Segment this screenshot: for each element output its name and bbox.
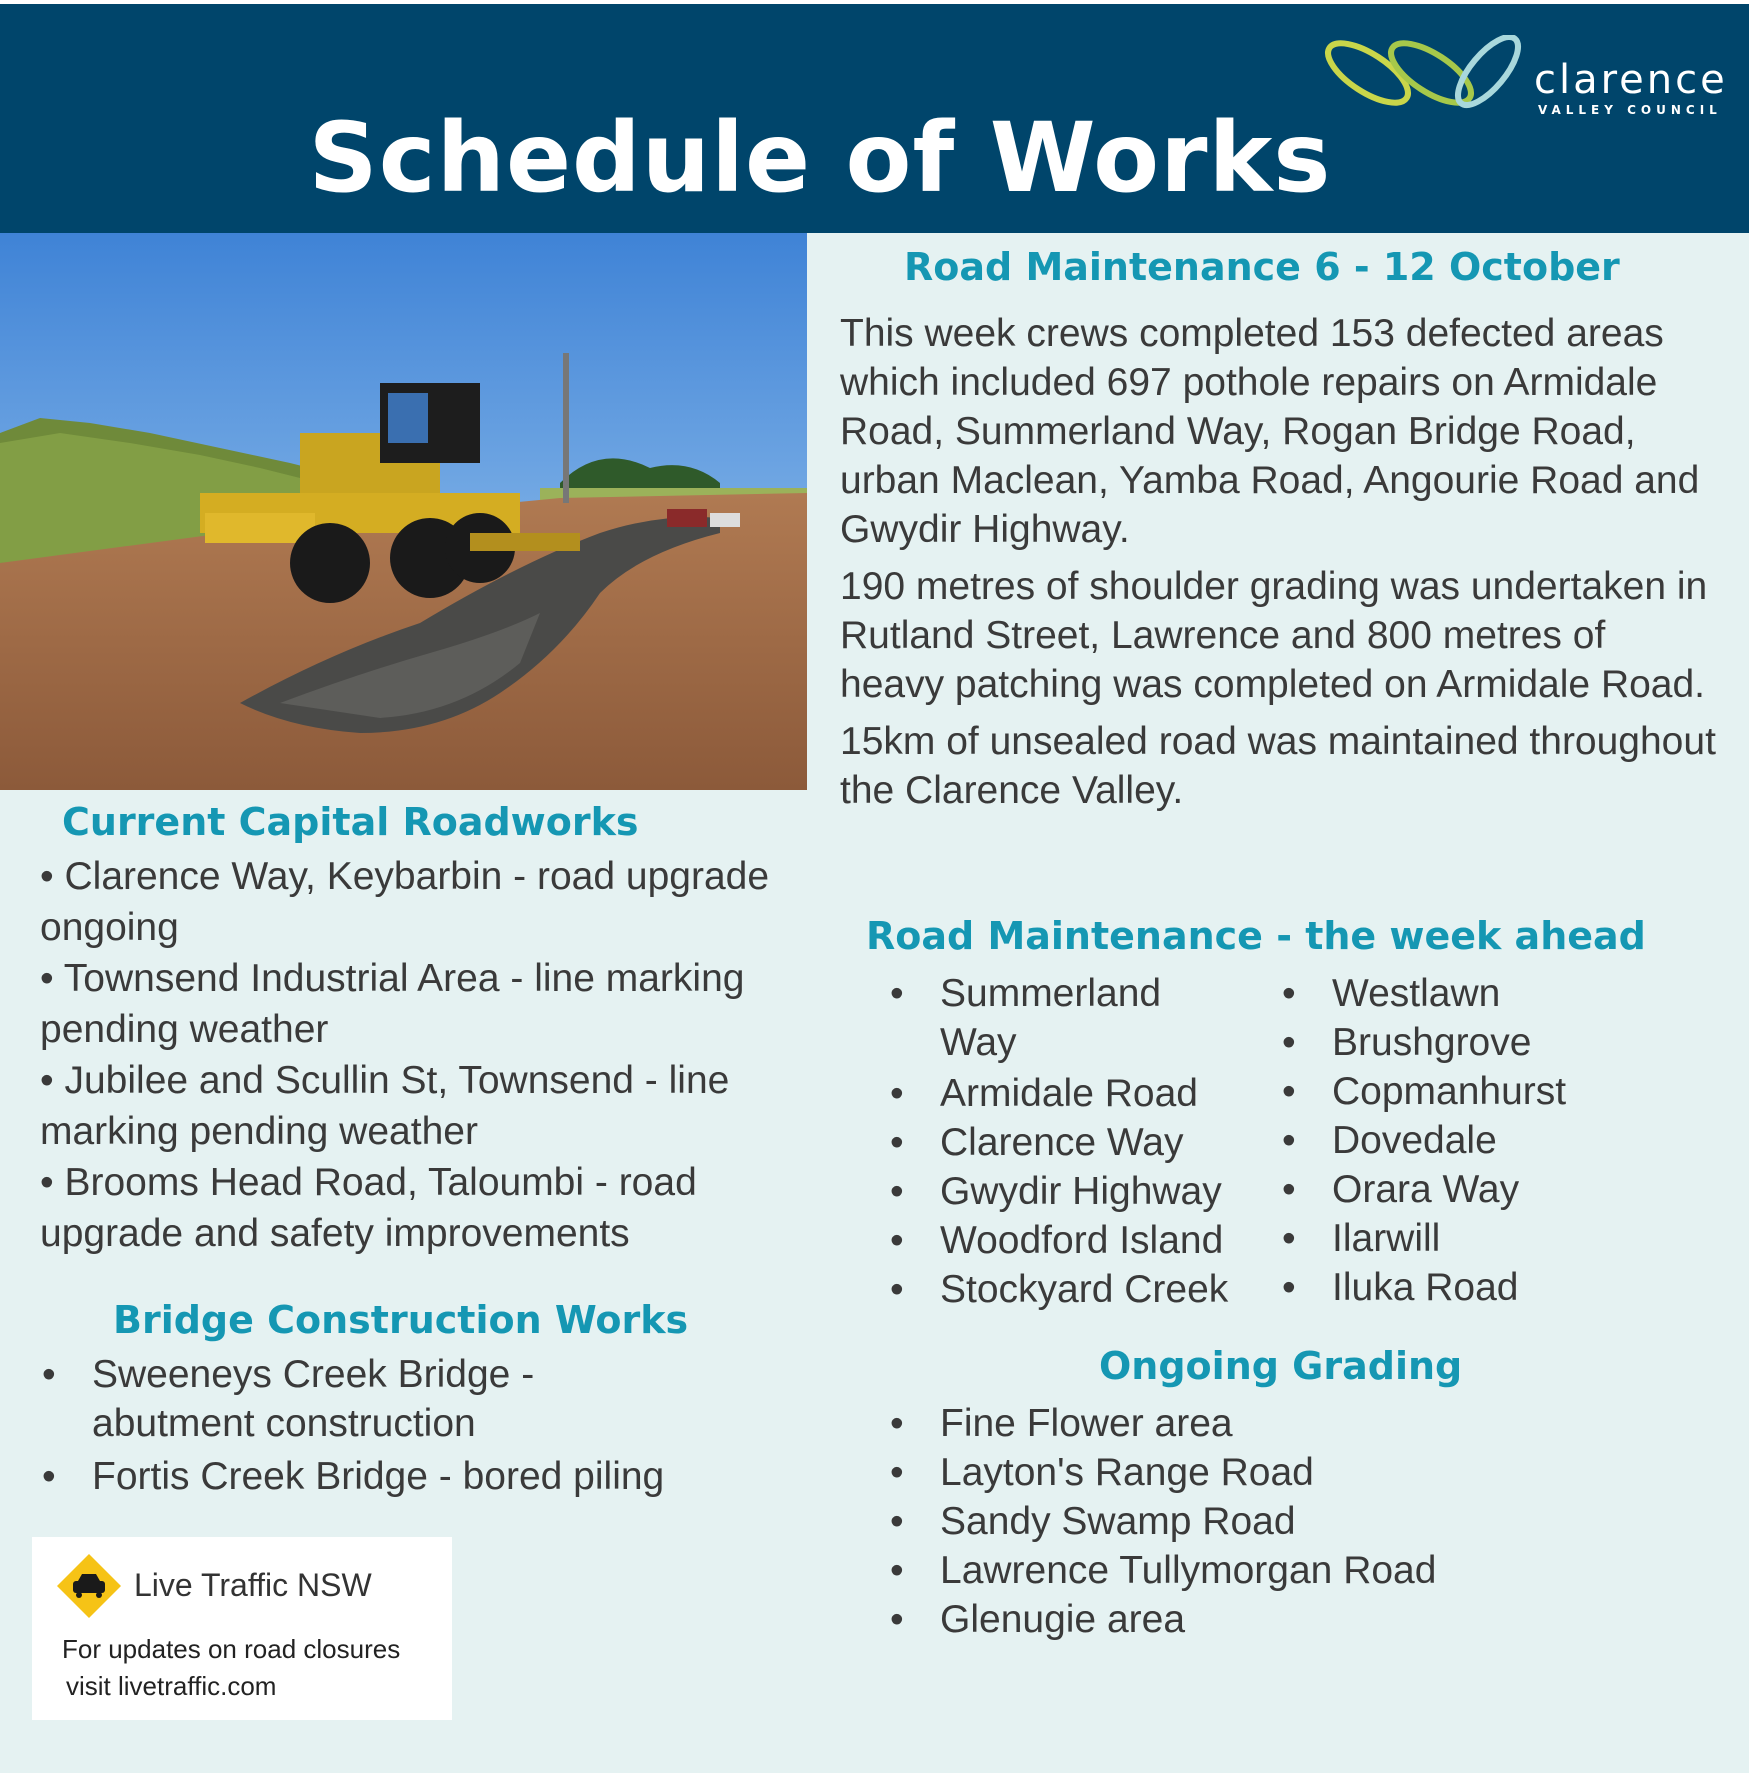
maintenance-text bbox=[840, 309, 1720, 829]
list-item: • Brooms Head Road, Taloumbi - road upgrade and safety improvements bbox=[40, 1161, 697, 1255]
bridge-heading: Bridge Construction Works bbox=[113, 1298, 689, 1342]
page-title: Schedule of Works bbox=[308, 102, 1332, 214]
paragraph: 15km of unsealed road was maintained throughout the Clarence Valley. bbox=[840, 720, 1716, 812]
grading-heading: Ongoing Grading bbox=[1099, 1344, 1463, 1388]
council-logo bbox=[1318, 35, 1738, 125]
week-ahead-col2 bbox=[1280, 969, 1680, 1312]
list-item: • Iluka Road bbox=[1280, 1263, 1680, 1312]
bridge-list bbox=[40, 1350, 700, 1501]
list-item: • Townsend Industrial Area - line marking pending weather bbox=[40, 957, 745, 1051]
maintenance-heading: Road Maintenance 6 - 12 October bbox=[904, 245, 1620, 289]
list-item: • Fine Flower area bbox=[888, 1399, 1688, 1448]
list-item: • Jubilee and Scullin St, Townsend - line marking pending weather bbox=[40, 1059, 730, 1153]
list-item: • Ilarwill bbox=[1280, 1214, 1680, 1263]
traffic-title: Live Traffic NSW bbox=[134, 1567, 372, 1603]
list-item: • Clarence Way, Keybarbin - road upgrade ongoing bbox=[40, 855, 770, 949]
list-item: • Sweeneys Creek Bridge - abutment construction bbox=[40, 1350, 700, 1448]
list-item: • Copmanhurst bbox=[1280, 1067, 1680, 1116]
traffic-text bbox=[62, 1631, 400, 1705]
list-item: • Woodford Island bbox=[888, 1216, 1268, 1265]
logo-rings-icon bbox=[1318, 35, 1533, 125]
list-item: • Lawrence Tullymorgan Road bbox=[888, 1546, 1688, 1595]
week-ahead-heading: Road Maintenance - the week ahead bbox=[866, 914, 1646, 958]
list-item: • Westlawn bbox=[1280, 969, 1680, 1018]
list-item: • Fortis Creek Bridge - bored piling bbox=[40, 1452, 700, 1501]
list-item: • Clarence Way bbox=[888, 1118, 1268, 1167]
logo-name: clarence bbox=[1534, 57, 1728, 103]
logo-subtitle: VALLEY COUNCIL bbox=[1538, 103, 1722, 117]
list-item: • Glenugie area bbox=[888, 1595, 1688, 1644]
list-item: • Orara Way bbox=[1280, 1165, 1680, 1214]
paragraph: This week crews completed 153 defected areas which included 697 pothole repairs on Armidale Road, Summerland Way, Rogan Bridge Road, urban Maclean, Yamba Road, Angourie Road and Gwydir Highway. bbox=[840, 312, 1700, 551]
traffic-sign-icon bbox=[54, 1551, 124, 1621]
capital-list bbox=[40, 851, 780, 1259]
list-item: • Armidale Road bbox=[888, 1069, 1268, 1118]
list-item: • Layton's Range Road bbox=[888, 1448, 1688, 1497]
list-item: • Gwydir Highway bbox=[888, 1167, 1268, 1216]
list-item: • Brushgrove bbox=[1280, 1018, 1680, 1067]
list-item: • Dovedale bbox=[1280, 1116, 1680, 1165]
traffic-line: visit livetraffic.com bbox=[66, 1671, 277, 1701]
week-ahead-col1 bbox=[888, 969, 1268, 1314]
list-item: • Stockyard Creek bbox=[888, 1265, 1268, 1314]
paragraph: 190 metres of shoulder grading was undertaken in Rutland Street, Lawrence and 800 metres of heavy patching was completed on Armidale Road. bbox=[840, 565, 1708, 706]
grader-photo bbox=[0, 233, 807, 790]
live-traffic-box[interactable] bbox=[32, 1537, 452, 1720]
grading-list bbox=[888, 1399, 1688, 1644]
list-item: • Sandy Swamp Road bbox=[888, 1497, 1688, 1546]
traffic-line: For updates on road closures bbox=[62, 1634, 401, 1664]
list-item: • Summerland Way bbox=[888, 969, 1268, 1067]
capital-heading: Current Capital Roadworks bbox=[62, 800, 639, 844]
